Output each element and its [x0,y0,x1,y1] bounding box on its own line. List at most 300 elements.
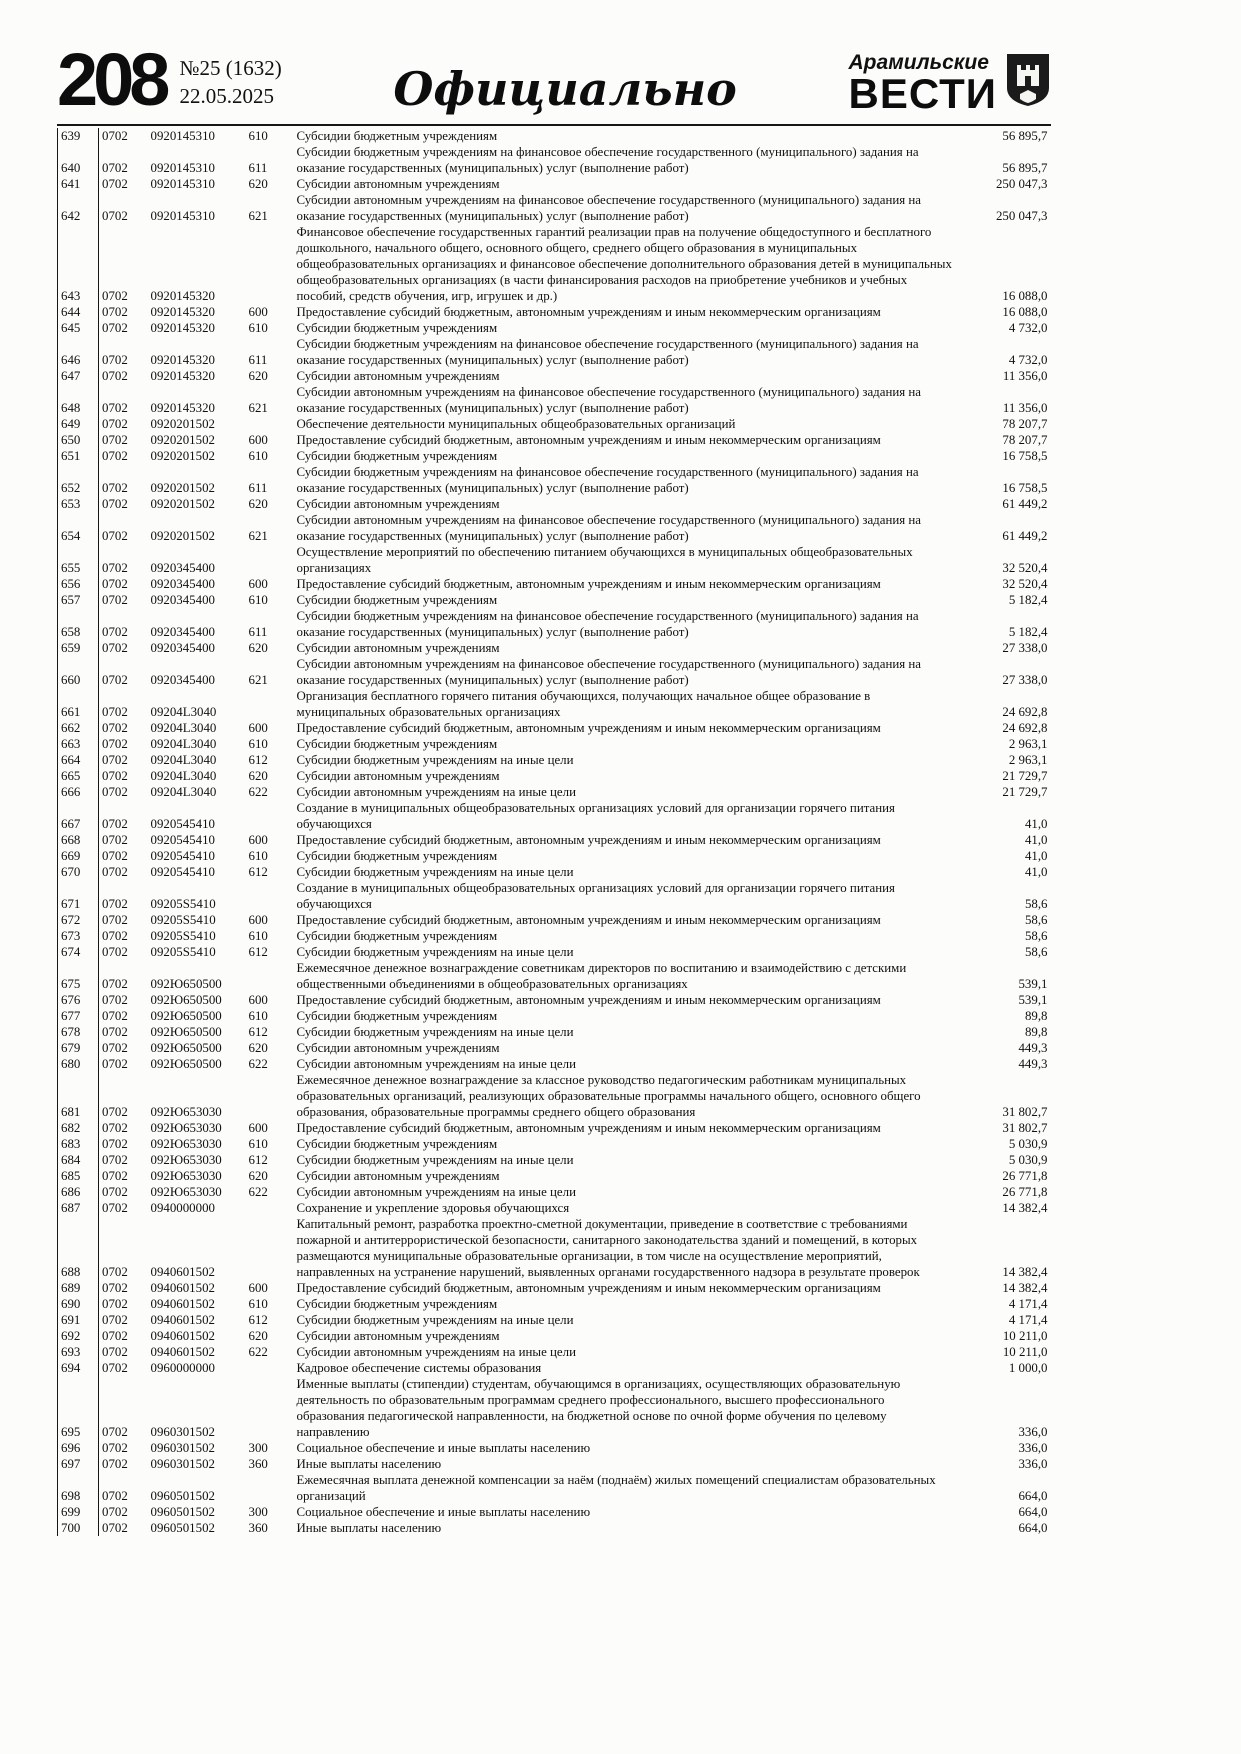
section-code: 0702 [102,449,128,463]
table-row [58,1200,1051,1216]
program-code: 0920545410 [150,865,215,879]
section-code: 0702 [102,289,128,303]
table-row [58,192,1051,224]
row-amount: 10 211,0 [1002,1329,1048,1343]
row-number: 664 [58,752,99,768]
program-code: 0960501502 [150,1489,215,1503]
table-row [58,1328,1051,1344]
row-description: Предоставление субсидий бюджетным, автономным учреждениям и иным некоммерческим организациям [296,305,881,319]
section-code: 0702 [102,353,128,367]
row-amount: 4 732,0 [1008,321,1048,335]
budget-table-body [58,128,1051,1536]
program-code: 0960301502 [150,1457,215,1471]
section-code: 0702 [102,1057,128,1071]
table-row [58,640,1051,656]
section-code: 0702 [102,1137,128,1151]
program-code: 09205S5410 [150,945,216,959]
row-description: Субсидии бюджетным учреждениям [296,1297,498,1311]
table-row [58,720,1051,736]
expense-type-code: 600 [248,1281,268,1295]
program-code: 092Ю650500 [150,1057,222,1071]
expense-type-code [246,800,294,832]
program-code: 0920345400 [150,673,215,687]
section-code: 0702 [102,977,128,991]
section-code: 0702 [102,1489,128,1503]
section-code: 0702 [102,1441,128,1455]
expense-type-code: 610 [248,1009,268,1023]
table-row [58,992,1051,1008]
row-description: Предоставление субсидий бюджетным, автономным учреждениям и иным некоммерческим организациям [296,577,881,591]
table-row [58,128,1051,144]
row-number: 691 [58,1312,99,1328]
table-row [58,1472,1051,1504]
expense-type-code [246,1376,294,1440]
row-description: Субсидии автономным учреждениям [296,497,500,511]
expense-type-code: 610 [248,737,268,751]
row-amount: 58,6 [1024,897,1048,911]
section-code: 0702 [102,1153,128,1167]
row-number: 661 [58,688,99,720]
program-code: 092Ю650500 [150,1041,222,1055]
section-code: 0702 [102,321,128,335]
row-amount: 61 449,2 [1002,497,1048,511]
row-amount: 31 802,7 [1002,1121,1048,1135]
row-description: Субсидии автономным учреждениям [296,641,500,655]
row-number: 656 [58,576,99,592]
row-amount: 336,0 [1018,1425,1048,1439]
program-code: 0960301502 [150,1441,215,1455]
program-code: 0920545410 [150,817,215,831]
row-number: 686 [58,1184,99,1200]
row-description: Субсидии бюджетным учреждениям [296,1009,498,1023]
section-code: 0702 [102,1265,128,1279]
table-row [58,1296,1051,1312]
row-number: 654 [58,512,99,544]
row-amount: 21 729,7 [1002,769,1048,783]
expense-type-code: 600 [248,433,268,447]
row-description: Ежемесячное денежное вознаграждение советникам директоров по воспитанию и взаимодействию с детскими общественными объединениями в общеобразовательных организациях [296,961,907,991]
table-row [58,1040,1051,1056]
program-code: 0920145320 [150,353,215,367]
program-code: 092Ю653030 [150,1121,222,1135]
section-code: 0702 [102,1457,128,1471]
expense-type-code [246,544,294,576]
section-code: 0702 [102,625,128,639]
row-description: Субсидии автономным учреждениям на иные цели [296,1345,576,1359]
row-description: Субсидии автономным учреждениям [296,1329,500,1343]
row-number: 674 [58,944,99,960]
row-number: 663 [58,736,99,752]
table-row [58,1168,1051,1184]
row-amount: 16 758,5 [1002,481,1048,495]
table-row [58,784,1051,800]
expense-type-code: 611 [248,353,268,367]
row-number: 652 [58,464,99,496]
expense-type-code [246,224,294,304]
row-number: 672 [58,912,99,928]
expense-type-code: 620 [248,497,268,511]
table-row [58,368,1051,384]
program-code: 092Ю653030 [150,1105,222,1119]
section-code: 0702 [102,1361,128,1375]
program-code: 092Ю653030 [150,1185,222,1199]
table-row [58,1072,1051,1120]
table-row [58,1504,1051,1520]
table-row [58,1152,1051,1168]
expense-type-code [246,880,294,912]
row-amount: 56 895,7 [1002,161,1048,175]
row-description: Субсидии автономным учреждениям на финансовое обеспечение государственного (муниципального) задания на оказание государственных (муниципальных) услуг (выполнение работ) [296,385,922,415]
section-code: 0702 [102,849,128,863]
row-amount: 2 963,1 [1008,737,1048,751]
row-number: 653 [58,496,99,512]
table-row [58,1280,1051,1296]
row-description: Субсидии бюджетным учреждениям на иные цели [296,945,574,959]
row-amount: 41,0 [1024,865,1048,879]
section-code: 0702 [102,673,128,687]
row-number: 647 [58,368,99,384]
row-number: 669 [58,848,99,864]
row-amount: 4 732,0 [1008,353,1048,367]
row-number: 688 [58,1216,99,1280]
row-number: 658 [58,608,99,640]
row-amount: 250 047,3 [995,177,1048,191]
section-code: 0702 [102,1201,128,1215]
row-number: 683 [58,1136,99,1152]
row-description: Субсидии бюджетным учреждениям на иные цели [296,753,574,767]
row-number: 689 [58,1280,99,1296]
section-code: 0702 [102,593,128,607]
table-row [58,1312,1051,1328]
row-number: 648 [58,384,99,416]
section-code: 0702 [102,497,128,511]
expense-type-code: 621 [248,401,268,415]
section-code: 0702 [102,481,128,495]
row-description: Субсидии бюджетным учреждениям на финансовое обеспечение государственного (муниципального) задания на оказание государственных (муниципальных) услуг (выполнение работ) [296,145,919,175]
row-number: 670 [58,864,99,880]
row-number: 667 [58,800,99,832]
budget-table [57,128,1051,1536]
expense-type-code: 610 [248,1297,268,1311]
section-code: 0702 [102,1185,128,1199]
program-code: 0920145310 [150,177,215,191]
table-row [58,832,1051,848]
row-number: 676 [58,992,99,1008]
expense-type-code: 611 [248,161,268,175]
expense-type-code: 612 [248,1153,268,1167]
row-amount: 539,1 [1018,977,1048,991]
row-amount: 16 758,5 [1002,449,1048,463]
row-amount: 24 692,8 [1002,721,1048,735]
row-description: Субсидии автономным учреждениям на иные цели [296,1185,576,1199]
section-code: 0702 [102,865,128,879]
row-description: Субсидии бюджетным учреждениям на финансовое обеспечение государственного (муниципального) задания на оказание государственных (муниципальных) услуг (выполнение работ) [296,609,919,639]
row-number: 687 [58,1200,99,1216]
expense-type-code: 622 [248,1185,268,1199]
row-description: Финансовое обеспечение государственных гарантий реализации прав на получение общедоступного и бесплатного дошкольного, начального общего, основного общего, среднего общего образования в муниципальных общеобразовательных организациях и финансовое обеспечение дополнительного образования детей в муниципальных общеобразовательных организациях (в части финансирования расходов на приобретение учебников и учебных пособий, средств обучения, игр, игрушек и др.) [296,225,952,303]
table-row [58,1008,1051,1024]
section-code: 0702 [102,705,128,719]
expense-type-code: 300 [248,1441,268,1455]
expense-type-code: 612 [248,1025,268,1039]
table-row [58,928,1051,944]
page-number: 208 [57,38,166,121]
row-description: Субсидии автономным учреждениям на финансовое обеспечение государственного (муниципального) задания на оказание государственных (муниципальных) услуг (выполнение работ) [296,193,922,223]
section-code: 0702 [102,817,128,831]
row-description: Обеспечение деятельности муниципальных общеобразовательных организаций [296,417,736,431]
row-number: 693 [58,1344,99,1360]
program-code: 09205S5410 [150,913,216,927]
row-description: Субсидии бюджетным учреждениям [296,449,498,463]
expense-type-code: 612 [248,1313,268,1327]
row-amount: 449,3 [1018,1041,1048,1055]
row-number: 677 [58,1008,99,1024]
row-description: Социальное обеспечение и иные выплаты населению [296,1505,591,1519]
section-code: 0702 [102,737,128,751]
table-row [58,880,1051,912]
program-code: 092Ю653030 [150,1137,222,1151]
row-description: Кадровое обеспечение системы образования [296,1361,542,1375]
expense-type-code: 621 [248,529,268,543]
row-amount: 449,3 [1018,1057,1048,1071]
row-description: Субсидии бюджетным учреждениям на иные цели [296,1025,574,1039]
row-description: Создание в муниципальных общеобразовательных организациях условий для организации горячего питания обучающихся [296,881,895,911]
program-code: 0920201502 [150,449,215,463]
row-description: Предоставление субсидий бюджетным, автономным учреждениям и иным некоммерческим организациям [296,993,881,1007]
row-description: Субсидии автономным учреждениям на финансовое обеспечение государственного (муниципального) задания на оказание государственных (муниципальных) услуг (выполнение работ) [296,657,922,687]
row-number: 651 [58,448,99,464]
expense-type-code: 600 [248,305,268,319]
brand-name-top: Арамильские [848,51,989,74]
section-code: 0702 [102,369,128,383]
row-amount: 5 182,4 [1008,593,1048,607]
row-description: Именные выплаты (стипендии) студентам, обучающимся в организациях, осуществляющих образовательную деятельность по образовательным программам среднего профессионального, высшего профессионального образования педагогической направленности, на бюджетной основе по очной форме обучения по целевому направлению [296,1377,901,1439]
row-number: 641 [58,176,99,192]
expense-type-code: 620 [248,641,268,655]
section-code: 0702 [102,785,128,799]
row-amount: 250 047,3 [995,209,1048,223]
expense-type-code: 622 [248,1345,268,1359]
row-amount: 58,6 [1024,913,1048,927]
program-code: 0920145320 [150,401,215,415]
table-row [58,224,1051,304]
row-number: 681 [58,1072,99,1120]
section-code: 0702 [102,1505,128,1519]
row-number: 690 [58,1296,99,1312]
row-amount: 78 207,7 [1002,433,1048,447]
table-row [58,320,1051,336]
row-number: 682 [58,1120,99,1136]
expense-type-code: 620 [248,177,268,191]
row-number: 665 [58,768,99,784]
section-code: 0702 [102,1009,128,1023]
row-description: Субсидии бюджетным учреждениям на иные цели [296,865,574,879]
row-amount: 14 382,4 [1002,1281,1048,1295]
row-number: 671 [58,880,99,912]
section-code: 0702 [102,945,128,959]
expense-type-code: 620 [248,1169,268,1183]
expense-type-code: 612 [248,945,268,959]
row-number: 643 [58,224,99,304]
table-row [58,176,1051,192]
row-number: 659 [58,640,99,656]
expense-type-code: 610 [248,1137,268,1151]
expense-type-code: 612 [248,865,268,879]
program-code: 0920345400 [150,561,215,575]
program-code: 0920201502 [150,417,215,431]
expense-type-code: 600 [248,1121,268,1135]
table-row [58,464,1051,496]
row-number: 695 [58,1376,99,1440]
row-amount: 16 088,0 [1002,289,1048,303]
row-number: 642 [58,192,99,224]
program-code: 0920345400 [150,593,215,607]
row-description: Субсидии автономным учреждениям [296,769,500,783]
section-code: 0702 [102,129,128,143]
program-code: 09205S5410 [150,929,216,943]
row-amount: 14 382,4 [1002,1201,1048,1215]
section-code: 0702 [102,209,128,223]
program-code: 0920145320 [150,305,215,319]
section-title: Официально [393,62,737,116]
program-code: 0940601502 [150,1265,215,1279]
row-amount: 26 771,8 [1002,1185,1048,1199]
row-description: Предоставление субсидий бюджетным, автономным учреждениям и иным некоммерческим организациям [296,1281,881,1295]
row-number: 675 [58,960,99,992]
table-row [58,608,1051,640]
expense-type-code: 622 [248,1057,268,1071]
row-description: Субсидии бюджетным учреждениям на финансовое обеспечение государственного (муниципального) задания на оказание государственных (муниципальных) услуг (выполнение работ) [296,465,919,495]
program-code: 0960000000 [150,1361,215,1375]
program-code: 0920345400 [150,641,215,655]
section-code: 0702 [102,641,128,655]
row-number: 640 [58,144,99,176]
expense-type-code: 300 [248,1505,268,1519]
section-code: 0702 [102,433,128,447]
row-description: Создание в муниципальных общеобразовательных организациях условий для организации горячего питания обучающихся [296,801,895,831]
expense-type-code: 600 [248,577,268,591]
row-description: Ежемесячное денежное вознаграждение за классное руководство педагогическим работникам муниципальных образовательных организаций, реализующих образовательные программы начального общего, основного общего образования, образовательные программы среднего общего образования [296,1073,921,1119]
row-description: Иные выплаты населению [296,1457,442,1471]
row-amount: 32 520,4 [1002,561,1048,575]
section-code: 0702 [102,993,128,1007]
row-amount: 336,0 [1018,1457,1048,1471]
section-code: 0702 [102,913,128,927]
row-number: 696 [58,1440,99,1456]
row-amount: 41,0 [1024,849,1048,863]
row-number: 694 [58,1360,99,1376]
section-code: 0702 [102,1121,128,1135]
row-description: Предоставление субсидий бюджетным, автономным учреждениям и иным некоммерческим организациям [296,433,881,447]
expense-type-code: 620 [248,369,268,383]
expense-type-code: 621 [248,209,268,223]
program-code: 092Ю653030 [150,1153,222,1167]
expense-type-code: 620 [248,1041,268,1055]
row-amount: 41,0 [1024,817,1048,831]
program-code: 092Ю650500 [150,1025,222,1039]
program-code: 09204L3040 [150,753,217,767]
expense-type-code: 600 [248,993,268,1007]
row-amount: 61 449,2 [1002,529,1048,543]
brand-text [848,51,997,118]
expense-type-code [246,1360,294,1376]
row-number: 668 [58,832,99,848]
row-number: 639 [58,128,99,144]
row-amount: 336,0 [1018,1441,1048,1455]
program-code: 0960301502 [150,1425,215,1439]
row-number: 692 [58,1328,99,1344]
row-description: Субсидии бюджетным учреждениям [296,129,498,143]
row-number: 698 [58,1472,99,1504]
row-amount: 14 382,4 [1002,1265,1048,1279]
row-description: Сохранение и укрепление здоровья обучающихся [296,1201,570,1215]
row-number: 644 [58,304,99,320]
row-number: 645 [58,320,99,336]
section-code: 0702 [102,1313,128,1327]
expense-type-code: 612 [248,753,268,767]
table-row [58,304,1051,320]
row-description: Осуществление мероприятий по обеспечению питанием обучающихся в муниципальных общеобразовательных организациях [296,545,913,575]
expense-type-code: 610 [248,849,268,863]
table-row [58,1440,1051,1456]
expense-type-code: 611 [248,481,268,495]
table-row [58,448,1051,464]
section-code: 0702 [102,1521,128,1535]
row-number: 684 [58,1152,99,1168]
section-code: 0702 [102,1345,128,1359]
row-amount: 1 000,0 [1008,1361,1048,1375]
program-code: 0960501502 [150,1505,215,1519]
expense-type-code: 600 [248,721,268,735]
expense-type-code: 622 [248,785,268,799]
expense-type-code: 610 [248,593,268,607]
row-amount: 27 338,0 [1002,673,1048,687]
table-row [58,960,1051,992]
program-code: 092Ю653030 [150,1169,222,1183]
expense-type-code [246,688,294,720]
row-description: Субсидии бюджетным учреждениям [296,321,498,335]
section-code: 0702 [102,577,128,591]
table-row [58,1360,1051,1376]
row-description: Субсидии бюджетным учреждениям на финансовое обеспечение государственного (муниципального) задания на оказание государственных (муниципальных) услуг (выполнение работ) [296,337,919,367]
table-row [58,912,1051,928]
row-description: Субсидии автономным учреждениям на иные цели [296,1057,576,1071]
program-code: 0920201502 [150,497,215,511]
row-number: 662 [58,720,99,736]
expense-type-code: 611 [248,625,268,639]
row-amount: 56 895,7 [1002,129,1048,143]
expense-type-code [246,1200,294,1216]
expense-type-code: 620 [248,769,268,783]
program-code: 09205S5410 [150,897,216,911]
program-code: 0920545410 [150,833,215,847]
section-code: 0702 [102,1425,128,1439]
section-code: 0702 [102,177,128,191]
table-row [58,384,1051,416]
program-code: 092Ю650500 [150,977,222,991]
program-code: 0940601502 [150,1329,215,1343]
expense-type-code [246,1216,294,1280]
expense-type-code: 621 [248,673,268,687]
section-code: 0702 [102,1169,128,1183]
row-amount: 27 338,0 [1002,641,1048,655]
program-code: 0920545410 [150,849,215,863]
table-row [58,1216,1051,1280]
section-code: 0702 [102,1329,128,1343]
table-row [58,512,1051,544]
row-number: 673 [58,928,99,944]
row-description: Субсидии автономным учреждениям [296,1169,500,1183]
